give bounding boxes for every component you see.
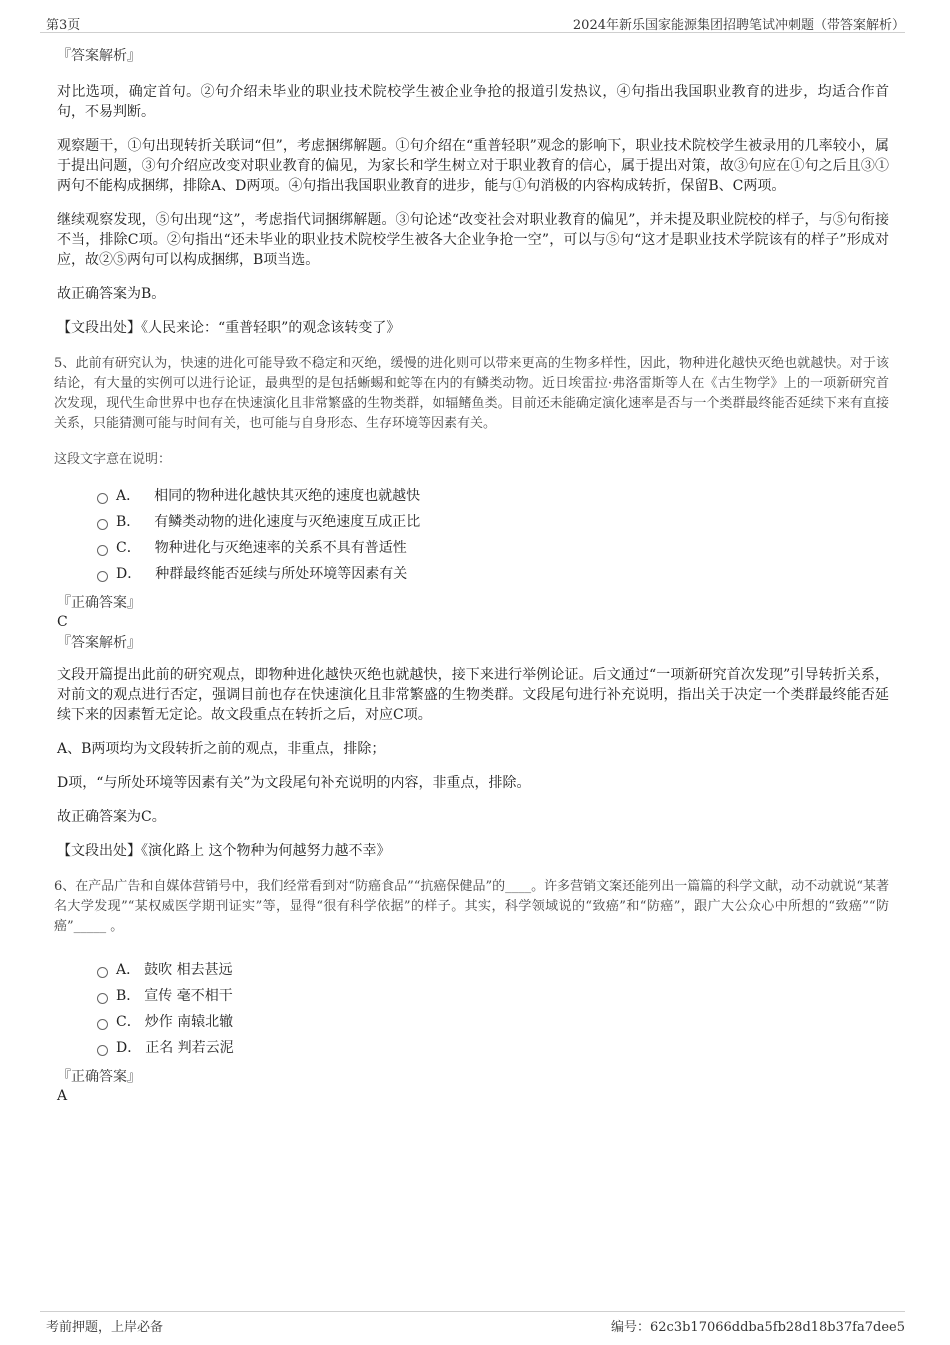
option-letter: B． bbox=[116, 514, 141, 530]
document-id: 编号：62c3b17066ddba5fb28d18b37fa7dee5 bbox=[611, 1320, 905, 1335]
radio-icon[interactable] bbox=[97, 1019, 108, 1030]
analysis-paragraph: A、B两项均为文段转折之前的观点，非重点，排除； bbox=[57, 741, 386, 757]
option-d[interactable] bbox=[97, 1035, 889, 1061]
analysis-label: 『答案解析』 bbox=[57, 48, 141, 64]
question-5 bbox=[54, 354, 889, 861]
option-letter: A． bbox=[116, 962, 141, 978]
option-text: 炒作 南辕北辙 bbox=[144, 1014, 234, 1030]
option-text: 宣传 毫不相干 bbox=[144, 988, 233, 1004]
option-text: 物种进化与灭绝速率的关系不具有普适性 bbox=[154, 540, 407, 556]
option-a[interactable] bbox=[97, 957, 889, 983]
option-text: 相同的物种进化越快其灭绝的速度也就越快 bbox=[154, 488, 421, 504]
option-text: 正名 判若云泥 bbox=[145, 1040, 234, 1056]
page-content bbox=[54, 38, 889, 1105]
source-citation: 【文段出处】《演化路上 这个物种为何越努力越不幸》 bbox=[57, 843, 391, 859]
option-b[interactable] bbox=[97, 983, 889, 1009]
option-text: 鼓吹 相去甚远 bbox=[144, 962, 233, 978]
analysis-paragraph: 文段开篇提出此前的研究观点，即物种进化越快灭绝也就越快，接下来进行举例论证。后文通过“一项新研究首次发现”引导转折关系，对前文的观点进行否定，强调目前也存在快速演化且非常繁盛的生物类群。文段尾句进行补充说明，指出关于决定一个类群最终能否延续下来的因素暂无定论。故文段重点在转折之后，对应C项。 bbox=[57, 667, 889, 723]
page-number: 第3页 bbox=[46, 18, 81, 33]
page-header bbox=[40, 10, 905, 33]
source-citation: 【文段出处】《人民来论：“重普轻职”的观念该转变了》 bbox=[57, 320, 401, 336]
analysis-paragraph: 对比选项，确定首句。②句介绍未毕业的职业技术院校学生被企业争抢的报道引发热议，④句指出我国职业教育的进步，均适合作首句，不易判断。 bbox=[57, 84, 889, 120]
options-list bbox=[97, 483, 889, 587]
option-c[interactable] bbox=[97, 1009, 889, 1035]
analysis-label: 『答案解析』 bbox=[57, 635, 141, 651]
radio-icon[interactable] bbox=[97, 545, 108, 556]
options-list bbox=[97, 957, 889, 1061]
option-c[interactable] bbox=[97, 535, 889, 561]
option-d[interactable] bbox=[97, 561, 889, 587]
question-stem: 6、在产品广告和自媒体营销号中，我们经常看到对“防癌食品”“抗癌保健品”的____。许多营销文案还能列出一篇篇的科学文献，动不动就说“某著名大学发现”“某权威医学期刊证实”等，显得“很有科学依据”的样子。其实，科学领域说的“致癌”和“防癌”，跟广大公众心中所想的“致癌”“防癌”_____ 。 bbox=[54, 879, 889, 934]
radio-icon[interactable] bbox=[97, 993, 108, 1004]
correct-answer-label: 『正确答案』 bbox=[57, 1069, 141, 1085]
radio-icon[interactable] bbox=[97, 571, 108, 582]
question-prompt: 这段文字意在说明： bbox=[54, 452, 172, 467]
option-letter: B． bbox=[116, 988, 141, 1004]
radio-icon[interactable] bbox=[97, 1045, 108, 1056]
analysis-paragraph: 继续观察发现，⑤句出现“这”，考虑指代词捆绑解题。③句论述“改变社会对职业教育的偏见”，并未提及职业院校的样子，与⑤句衔接不当，排除C项。②句指出“还未毕业的职业技术院校学生被各大企业争抢一空”，可以与⑤句“这才是职业技术学院该有的样子”形成对应，故②⑤两句可以构成捆绑，B项当选。 bbox=[57, 212, 889, 268]
correct-answer-value: C bbox=[57, 614, 68, 630]
analysis-paragraph: 观察题干，①句出现转折关联词“但”，考虑捆绑解题。①句介绍在“重普轻职”观念的影响下，职业技术院校学生被录用的几率较小，属于提出问题，③句介绍应改变对职业教育的偏见，为家长和学生树立对于职业教育的信心，属于提出对策，故③句应在①句之后且③①两句不能构成捆绑，排除A、D两项。④句指出我国职业教育的进步，能与①句消极的内容构成转折，保留B、C两项。 bbox=[57, 138, 889, 194]
option-letter: C． bbox=[116, 540, 141, 556]
option-letter: D． bbox=[116, 1040, 142, 1056]
option-letter: A． bbox=[116, 488, 141, 504]
option-letter: C． bbox=[116, 1014, 141, 1030]
question-6 bbox=[54, 877, 889, 1105]
radio-icon[interactable] bbox=[97, 519, 108, 530]
question-stem: 5、此前有研究认为，快速的进化可能导致不稳定和灭绝，缓慢的进化则可以带来更高的生物多样性，因此，物种进化越快灭绝也就越快。对于该结论，有大量的实例可以进行论证，最典型的是包括蜥蜴和蛇等在内的有鳞类动物。近日埃雷拉·弗洛雷斯等人在《古生物学》上的一项新研究首次发现，现代生命世界中也存在快速演化且非常繁盛的生物类群，如辐鳍鱼类。目前还未能确定演化速率是否与一个类群最终能否延续下来有直接关系，只能猜测可能与时间有关，也可能与自身形态、生存环境等因素有关。 bbox=[54, 356, 889, 431]
option-a[interactable] bbox=[97, 483, 889, 509]
page-footer bbox=[40, 1311, 905, 1338]
option-letter: D． bbox=[116, 566, 142, 582]
correct-answer-value: A bbox=[57, 1088, 68, 1104]
analysis-paragraph: D项，“与所处环境等因素有关”为文段尾句补充说明的内容，非重点，排除。 bbox=[57, 775, 531, 791]
radio-icon[interactable] bbox=[97, 493, 108, 504]
correct-answer-label: 『正确答案』 bbox=[57, 595, 141, 611]
document-title: 2024年新乐国家能源集团招聘笔试冲刺题（带答案解析） bbox=[572, 18, 905, 33]
analysis-paragraph: 故正确答案为C。 bbox=[57, 809, 166, 825]
option-text: 有鳞类动物的进化速度与灭绝速度互成正比 bbox=[154, 514, 421, 530]
option-b[interactable] bbox=[97, 509, 889, 535]
q4-analysis bbox=[57, 46, 889, 338]
radio-icon[interactable] bbox=[97, 967, 108, 978]
analysis-paragraph: 故正确答案为B。 bbox=[57, 286, 166, 302]
footer-slogan: 考前押题，上岸必备 bbox=[46, 1320, 164, 1335]
option-text: 种群最终能否延续与所处环境等因素有关 bbox=[155, 566, 408, 582]
